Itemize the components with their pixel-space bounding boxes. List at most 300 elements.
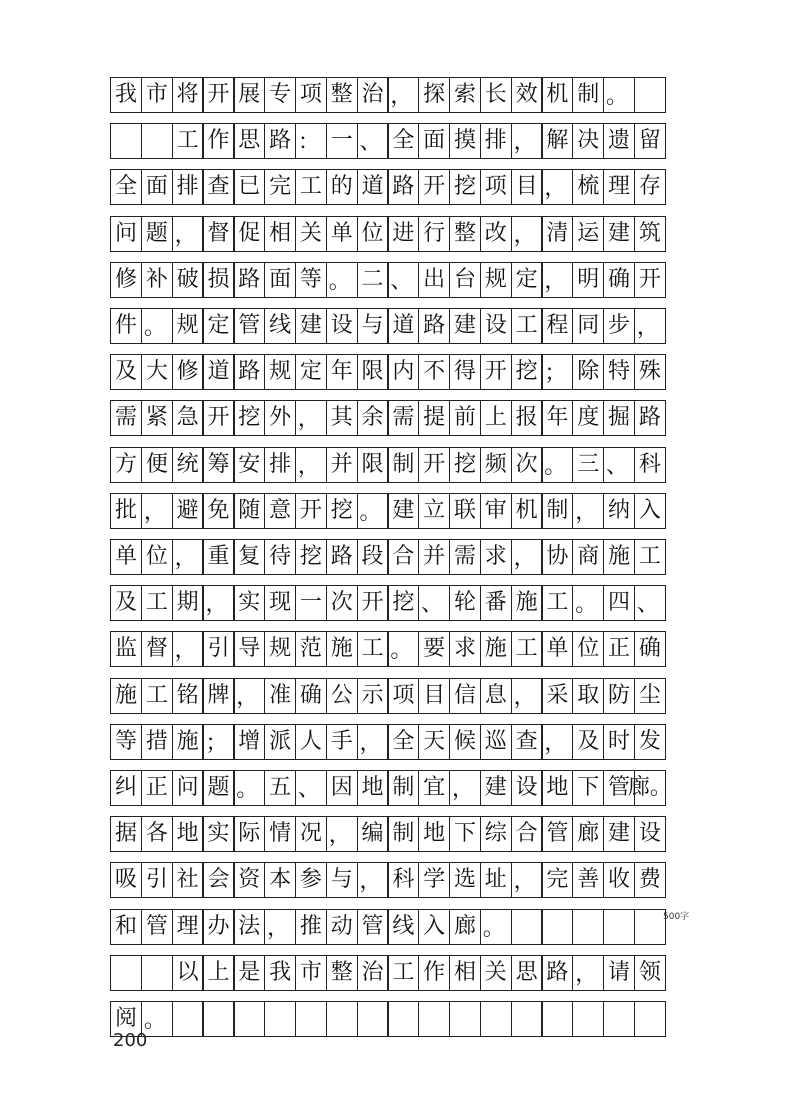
grid-cell: 运 (572, 216, 604, 252)
grid-cell: 线 (387, 909, 419, 945)
grid-cell: 破 (172, 262, 204, 298)
grid-cell (202, 1001, 234, 1037)
grid-cell: ， (172, 631, 204, 667)
grid-cell (326, 1001, 358, 1037)
grid-cell: 其 (326, 400, 358, 436)
grid-cell: 待 (264, 539, 296, 575)
grid-cell (295, 1001, 327, 1037)
grid-cell: 一 (326, 123, 358, 159)
grid-row (110, 585, 688, 621)
grid-cell: 正 (141, 770, 173, 806)
grid-cell: 防 (603, 678, 635, 714)
grid-cell: 探 (418, 77, 450, 113)
grid-cell: 开 (357, 585, 389, 621)
grid-cell: 规 (172, 308, 204, 344)
grid-cell: 二 (357, 262, 389, 298)
grid-cell: 实 (233, 585, 265, 621)
grid-cell: 促 (233, 216, 265, 252)
grid-cell (634, 909, 666, 945)
grid-cell: 制 (387, 816, 419, 852)
grid-cell: 问 (172, 770, 204, 806)
grid-cell: 收 (603, 862, 635, 898)
grid-cell: 施 (511, 585, 543, 621)
grid-cell: ， (572, 955, 604, 991)
grid-cell: 全 (387, 123, 419, 159)
grid-cell (572, 1001, 604, 1037)
grid-row (110, 308, 688, 344)
grid-cell: 纠 (110, 770, 142, 806)
grid-cell: 梳 (572, 169, 604, 205)
grid-cell: 出 (418, 262, 450, 298)
grid-cell: 路 (387, 169, 419, 205)
grid-cell: 修 (172, 354, 204, 390)
grid-cell: 工 (511, 308, 543, 344)
grid-cell: ， (541, 262, 573, 298)
grid-cell (418, 1001, 450, 1037)
grid-cell: 地 (418, 816, 450, 852)
grid-cell: ， (511, 862, 543, 898)
grid-cell: 件 (110, 308, 142, 344)
grid-cell: 铭 (172, 678, 204, 714)
grid-cell: 批 (110, 493, 142, 529)
grid-cell: 意 (264, 493, 296, 529)
grid-cell (634, 77, 666, 113)
grid-cell: 候 (449, 724, 481, 760)
grid-cell: 要 (418, 631, 450, 667)
grid-cell: 地 (541, 770, 573, 806)
grid-cell: 巡 (480, 724, 512, 760)
grid-cell: 轮 (449, 585, 481, 621)
grid-cell: 完 (541, 862, 573, 898)
grid-cell: 请 (603, 955, 635, 991)
grid-cell: ， (387, 77, 419, 113)
grid-cell: 挖 (295, 539, 327, 575)
grid-cell: 前 (449, 400, 481, 436)
grid-cell: ， (572, 493, 604, 529)
grid-cell: 确 (634, 631, 666, 667)
grid-cell: 内 (387, 354, 419, 390)
grid-cell: 况 (295, 816, 327, 852)
grid-cell: 导 (233, 631, 265, 667)
grid-cell: 一 (295, 585, 327, 621)
grid-cell: 免 (202, 493, 234, 529)
grid-row (110, 955, 688, 991)
grid-cell: ， (172, 216, 204, 252)
grid-row (110, 77, 688, 113)
grid-cell: 治 (357, 77, 389, 113)
grid-cell: 及 (110, 354, 142, 390)
grid-cell: 次 (511, 447, 543, 483)
grid-cell: 建 (387, 493, 419, 529)
grid-cell: 管 (357, 909, 389, 945)
grid-cell: 效 (511, 77, 543, 113)
grid-cell: 理 (603, 169, 635, 205)
grid-cell: 入 (634, 493, 666, 529)
grid-cell: 工 (511, 631, 543, 667)
grid-cell: 年 (326, 354, 358, 390)
grid-cell: 建 (480, 770, 512, 806)
grid-cell: 工 (541, 585, 573, 621)
grid-cell: 作 (418, 955, 450, 991)
grid-cell: 掘 (603, 400, 635, 436)
grid-cell: 留 (634, 123, 666, 159)
grid-cell: 。 (541, 447, 573, 483)
grid-cell: 工 (141, 678, 173, 714)
grid-cell: 四 (603, 585, 635, 621)
grid-cell: 市 (295, 955, 327, 991)
grid-cell: 限 (357, 354, 389, 390)
grid-cell: 机 (541, 77, 573, 113)
grid-cell: 、 (387, 262, 419, 298)
grid-cell: 施 (603, 539, 635, 575)
grid-cell: 、 (603, 447, 635, 483)
grid-row (110, 400, 688, 436)
grid-cell: 面 (141, 169, 173, 205)
grid-cell: 宜 (418, 770, 450, 806)
grid-cell: 项 (295, 77, 327, 113)
grid-cell: ： (295, 123, 327, 159)
grid-cell: 开 (634, 262, 666, 298)
grid-cell: ， (295, 400, 327, 436)
grid-cell (480, 1001, 512, 1037)
grid-cell: 建 (449, 308, 481, 344)
grid-cell: 准 (264, 678, 296, 714)
grid-cell: 制 (387, 447, 419, 483)
grid-cell: 。 (572, 585, 604, 621)
grid-cell: 单 (326, 216, 358, 252)
grid-cell: 全 (387, 724, 419, 760)
grid-row (110, 493, 688, 529)
grid-cell: ， (357, 862, 389, 898)
grid-cell (110, 123, 142, 159)
grid-cell (511, 1001, 543, 1037)
grid-cell: 合 (387, 539, 419, 575)
grid-cell: 提 (418, 400, 450, 436)
grid-cell: 设 (326, 308, 358, 344)
grid-cell: 纳 (603, 493, 635, 529)
grid-cell: 等 (295, 262, 327, 298)
grid-cell: 重 (202, 539, 234, 575)
grid-cell: 全 (110, 169, 142, 205)
grid-cell: 参 (295, 862, 327, 898)
grid-cell: 施 (172, 724, 204, 760)
grid-cell: 道 (202, 354, 234, 390)
grid-cell: 余 (357, 400, 389, 436)
grid-cell: 清 (541, 216, 573, 252)
grid-row (110, 169, 688, 205)
grid-cell: 市 (141, 77, 173, 113)
grid-cell: 外 (264, 400, 296, 436)
grid-cell: 不 (418, 354, 450, 390)
grid-cell: 紧 (141, 400, 173, 436)
grid-cell: 遗 (603, 123, 635, 159)
grid-cell (541, 1001, 573, 1037)
grid-cell: 挖 (387, 585, 419, 621)
grid-cell: 程 (541, 308, 573, 344)
grid-cell: 等 (110, 724, 142, 760)
grid-cell: ， (511, 678, 543, 714)
grid-cell: 开 (418, 447, 450, 483)
grid-cell: 开 (202, 400, 234, 436)
grid-cell: 及 (572, 724, 604, 760)
grid-cell: 定 (511, 262, 543, 298)
grid-cell (511, 909, 543, 945)
grid-cell: ； (541, 354, 573, 390)
grid-cell: 学 (418, 862, 450, 898)
grid-cell: 排 (172, 169, 204, 205)
grid-cell: 机 (511, 493, 543, 529)
grid-cell (541, 909, 573, 945)
grid-cell: 年 (541, 400, 573, 436)
grid-row (110, 1001, 688, 1037)
grid-cell: 行 (418, 216, 450, 252)
grid-cell: 手 (326, 724, 358, 760)
grid-cell: 措 (141, 724, 173, 760)
grid-cell: 审 (480, 493, 512, 529)
grid-cell: 信 (449, 678, 481, 714)
grid-cell: 牌 (202, 678, 234, 714)
grid-cell: 发 (634, 724, 666, 760)
grid-cell: 制 (387, 770, 419, 806)
grid-cell: 联 (449, 493, 481, 529)
grid-cell: 路 (418, 308, 450, 344)
grid-cell: 廊 (572, 816, 604, 852)
grid-cell: 路 (233, 262, 265, 298)
grid-cell (141, 123, 173, 159)
grid-row (110, 909, 688, 945)
grid-cell: 决 (572, 123, 604, 159)
grid-cell: 商 (572, 539, 604, 575)
grid-cell (110, 955, 142, 991)
grid-cell: 开 (418, 169, 450, 205)
grid-cell: ， (172, 539, 204, 575)
grid-cell: 报 (511, 400, 543, 436)
grid-cell: 资 (233, 862, 265, 898)
grid-cell: 科 (387, 862, 419, 898)
grid-cell: 同 (572, 308, 604, 344)
grid-cell: 相 (264, 216, 296, 252)
grid-cell: 确 (295, 678, 327, 714)
grid-cell: 摸 (449, 123, 481, 159)
grid-cell: 三 (572, 447, 604, 483)
grid-cell: 急 (172, 400, 204, 436)
grid-cell: 设 (634, 816, 666, 852)
grid-cell: 督 (141, 631, 173, 667)
grid-cell: 。 (141, 1001, 173, 1037)
grid-cell: 五 (264, 770, 296, 806)
grid-cell (387, 1001, 419, 1037)
grid-cell (233, 1001, 265, 1037)
grid-cell: 实 (202, 816, 234, 852)
grid-cell: 挖 (233, 400, 265, 436)
grid-cell: 确 (603, 262, 635, 298)
grid-cell: 索 (449, 77, 481, 113)
grid-cell: 费 (634, 862, 666, 898)
grid-cell: 施 (110, 678, 142, 714)
grid-cell: 现 (264, 585, 296, 621)
grid-cell: 范 (295, 631, 327, 667)
grid-row (110, 770, 688, 806)
grid-cell: 我 (110, 77, 142, 113)
grid-cell: 情 (264, 816, 296, 852)
grid-cell: 位 (141, 539, 173, 575)
grid-cell: 引 (141, 862, 173, 898)
grid-cell: 并 (326, 447, 358, 483)
grid-cell: 台 (449, 262, 481, 298)
grid-cell: 单 (541, 631, 573, 667)
grid-cell: 廊。 (634, 770, 666, 806)
grid-cell: 需 (449, 539, 481, 575)
grid-cell: 引 (202, 631, 234, 667)
grid-cell: 目 (418, 678, 450, 714)
grid-cell: 将 (172, 77, 204, 113)
grid-cell: 取 (572, 678, 604, 714)
grid-cell: 派 (264, 724, 296, 760)
grid-row (110, 354, 688, 390)
grid-cell: 规 (264, 354, 296, 390)
grid-cell: 避 (172, 493, 204, 529)
grid-cell: 合 (511, 816, 543, 852)
grid-cell: 整 (326, 955, 358, 991)
grid-cell: 时 (603, 724, 635, 760)
grid-cell: 施 (326, 631, 358, 667)
grid-cell: 改 (480, 216, 512, 252)
grid-cell: 建 (295, 308, 327, 344)
grid-cell: 各 (141, 816, 173, 852)
grid-cell: ； (202, 724, 234, 760)
grid-cell: 路 (233, 354, 265, 390)
grid-cell: 特 (603, 354, 635, 390)
grid-cell: 工 (295, 169, 327, 205)
grid-cell: 筑 (634, 216, 666, 252)
grid-cell: 整 (449, 216, 481, 252)
grid-cell: 设 (480, 308, 512, 344)
grid-cell: 选 (449, 862, 481, 898)
grid-row (110, 816, 688, 852)
word-counter: 500字 (663, 912, 690, 922)
grid-cell: 管 (541, 816, 573, 852)
grid-cell: 与 (326, 862, 358, 898)
grid-cell: 安 (233, 447, 265, 483)
grid-cell: 科 (634, 447, 666, 483)
grid-cell: 思 (511, 955, 543, 991)
grid-cell: ， (541, 169, 573, 205)
grid-cell: 位 (357, 216, 389, 252)
grid-cell: 建 (603, 816, 635, 852)
grid-cell: ， (233, 678, 265, 714)
grid-cell (141, 955, 173, 991)
grid-cell: 下 (572, 770, 604, 806)
grid-cell: 。 (387, 631, 419, 667)
grid-cell: ， (511, 123, 543, 159)
grid-cell: 便 (141, 447, 173, 483)
grid-cell: ， (541, 724, 573, 760)
grid-cell: 工 (634, 539, 666, 575)
grid-cell: 路 (634, 400, 666, 436)
grid-cell: 挖 (449, 447, 481, 483)
grid-cell: 展 (233, 77, 265, 113)
grid-cell: 单 (110, 539, 142, 575)
grid-cell: 采 (541, 678, 573, 714)
grid-cell: 管 (603, 770, 635, 806)
grid-cell: 关 (295, 216, 327, 252)
grid-cell: 因 (326, 770, 358, 806)
grid-cell: 善 (572, 862, 604, 898)
grid-cell: 线 (264, 308, 296, 344)
grid-cell: 。 (603, 77, 635, 113)
grid-cell: 题 (202, 770, 234, 806)
grid-cell (172, 1001, 204, 1037)
grid-cell: 大 (141, 354, 173, 390)
grid-cell: 关 (480, 955, 512, 991)
grid-cell: 、 (295, 770, 327, 806)
grid-cell: 增 (233, 724, 265, 760)
grid-cell: 吸 (110, 862, 142, 898)
grid-cell: 领 (634, 955, 666, 991)
grid-row (110, 631, 688, 667)
grid-cell: 项 (387, 678, 419, 714)
grid-cell: ， (326, 816, 358, 852)
grid-cell: 排 (480, 123, 512, 159)
grid-cell: 明 (572, 262, 604, 298)
grid-cell: ， (449, 770, 481, 806)
grid-cell: ， (357, 724, 389, 760)
grid-cell: 制 (541, 493, 573, 529)
grid-cell: 以 (172, 955, 204, 991)
grid-cell: 动 (326, 909, 358, 945)
grid-cell: 址 (480, 862, 512, 898)
grid-cell: 得 (449, 354, 481, 390)
grid-cell (603, 1001, 635, 1037)
grid-cell: 定 (202, 308, 234, 344)
grid-cell (357, 1001, 389, 1037)
grid-cell: 道 (357, 169, 389, 205)
grid-cell: 及 (110, 585, 142, 621)
grid-cell: 示 (357, 678, 389, 714)
grid-cell: 制 (572, 77, 604, 113)
grid-cell: 上 (202, 955, 234, 991)
grid-cell: 思 (233, 123, 265, 159)
grid-cell: 修 (110, 262, 142, 298)
grid-cell: 查 (202, 169, 234, 205)
grid-cell: 统 (172, 447, 204, 483)
grid-cell: 立 (418, 493, 450, 529)
grid-cell: 存 (634, 169, 666, 205)
grid-cell: 次 (326, 585, 358, 621)
grid-cell: 办 (202, 909, 234, 945)
grid-cell: 人 (295, 724, 327, 760)
grid-cell: 。 (233, 770, 265, 806)
grid-cell: 除 (572, 354, 604, 390)
grid-row (110, 447, 688, 483)
grid-cell: 、 (634, 585, 666, 621)
grid-cell: 题 (141, 216, 173, 252)
grid-cell: 路 (541, 955, 573, 991)
grid-cell: 频 (480, 447, 512, 483)
grid-cell: 限 (357, 447, 389, 483)
grid-cell: 我 (264, 955, 296, 991)
grid-cell: 道 (387, 308, 419, 344)
grid-cell: 筹 (202, 447, 234, 483)
grid-cell: 目 (511, 169, 543, 205)
grid-cell: 和 (110, 909, 142, 945)
grid-cell: 开 (295, 493, 327, 529)
grid-cell: 随 (233, 493, 265, 529)
grid-cell (449, 1001, 481, 1037)
grid-cell: 求 (449, 631, 481, 667)
grid-cell: 工 (387, 955, 419, 991)
grid-cell: ， (202, 585, 234, 621)
